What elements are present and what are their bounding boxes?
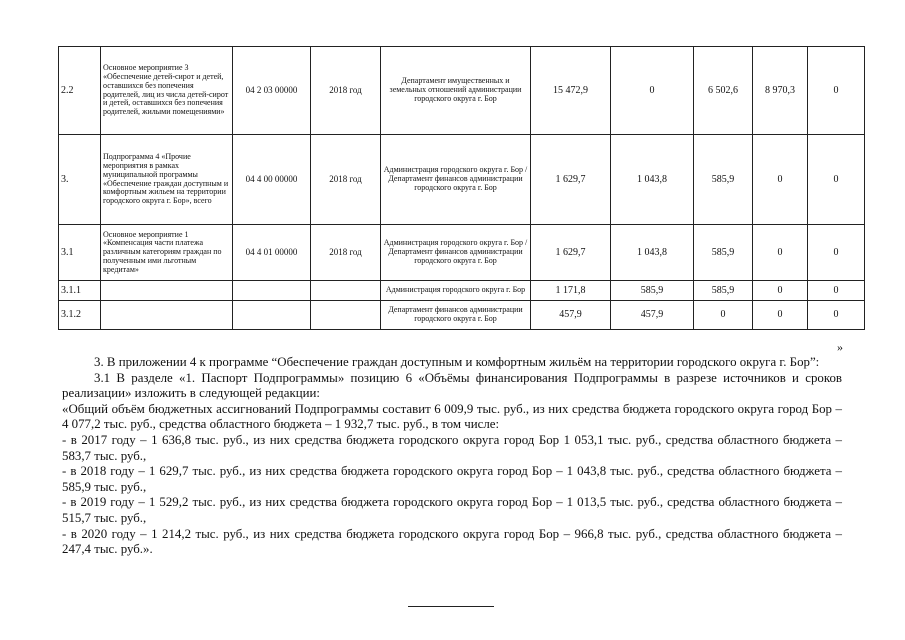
- row-federal: 8 970,3: [753, 47, 808, 135]
- row-year: [311, 281, 381, 301]
- table-closing-quote: »: [837, 340, 843, 354]
- list-item-2020: - в 2020 году – 1 214,2 тыс. руб., из них средства бюджета городского округа город Бор – 966,8 тыс. руб., средства областного бюджета – 247,4 тыс. руб.».: [62, 526, 842, 557]
- row-code: 04 4 01 00000: [233, 225, 311, 281]
- row-local: 1 043,8: [611, 225, 694, 281]
- row-executor: Департамент финансов администрации городского округа г. Бор: [381, 301, 531, 330]
- row-number: 3.: [59, 135, 101, 225]
- row-code: 04 4 00 00000: [233, 135, 311, 225]
- table-row: [59, 47, 865, 135]
- row-regional: 6 502,6: [694, 47, 753, 135]
- row-regional: 585,9: [694, 225, 753, 281]
- row-federal: 0: [753, 225, 808, 281]
- paragraph-section-3-1: 3.1 В разделе «1. Паспорт Подпрограммы» позицию 6 «Объёмы финансирования Подпрограммы в разрезе источников и сроков реализации» изложить в следующей редакции:: [62, 370, 842, 401]
- row-federal: 0: [753, 301, 808, 330]
- row-total: 1 171,8: [531, 281, 611, 301]
- row-year: 2018 год: [311, 135, 381, 225]
- row-number: 3.1.2: [59, 301, 101, 330]
- row-federal: 0: [753, 281, 808, 301]
- list-item-2017: - в 2017 году – 1 636,8 тыс. руб., из них средства бюджета городского округа город Бор 1 053,1 тыс. руб., средства областного бюджета – 583,7 тыс. руб.,: [62, 432, 842, 463]
- row-name: Подпрограмма 4 «Прочие мероприятия в рамках муниципальной программы «Обеспечение граждан доступным и комфортным жильем на территории городского округа г. Бор», всего: [101, 135, 233, 225]
- row-name: Основное мероприятие 3 «Обеспечение детей-сирот и детей, оставшихся без попечения родителей, лиц из числа детей-сирот и детей, оставшихся без попечения родителей, жилыми помещениями»: [101, 47, 233, 135]
- row-total: 15 472,9: [531, 47, 611, 135]
- row-other: 0: [808, 135, 865, 225]
- row-executor: Департамент имущественных и земельных отношений администрации городского округа г. Бор: [381, 47, 531, 135]
- row-code: [233, 301, 311, 330]
- row-total: 1 629,7: [531, 225, 611, 281]
- row-regional: 585,9: [694, 135, 753, 225]
- table-row: [59, 225, 865, 281]
- row-executor: Администрация городского округа г. Бор / Департамент финансов администрации городского округа г. Бор: [381, 225, 531, 281]
- document-body: [62, 355, 842, 558]
- list-item-2019: - в 2019 году – 1 529,2 тыс. руб., из них средства бюджета городского округа город Бор – 1 013,5 тыс. руб., средства областного бюджета – 515,7 тыс. руб.,: [62, 495, 842, 525]
- row-year: [311, 301, 381, 330]
- row-name: [101, 281, 233, 301]
- row-local: 585,9: [611, 281, 694, 301]
- row-other: 0: [808, 281, 865, 301]
- row-other: 0: [808, 301, 865, 330]
- row-executor: Администрация городского округа г. Бор / Департамент финансов администрации городского округа г. Бор: [381, 135, 531, 225]
- closing-rule: [408, 606, 494, 607]
- table-row: [59, 135, 865, 225]
- row-regional: 0: [694, 301, 753, 330]
- row-number: 2.2: [59, 47, 101, 135]
- row-local: 0: [611, 47, 694, 135]
- table-row: [59, 301, 865, 330]
- table-row: [59, 281, 865, 301]
- row-local: 1 043,8: [611, 135, 694, 225]
- row-executor: Администрация городского округа г. Бор: [381, 281, 531, 301]
- paragraph-appendix-4: 3. В приложении 4 к программе “Обеспечение граждан доступным и комфортным жильём на территории городского округа г. Бор”:: [94, 355, 820, 369]
- paragraph-total-funding: «Общий объём бюджетных ассигнований Подпрограммы составит 6 009,9 тыс. руб., из них средства бюджета городского округа город Бор – 4 077,2 тыс. руб., средства областного бюджета – 1 932,7 тыс. руб., в том числе:: [62, 401, 842, 432]
- row-regional: 585,9: [694, 281, 753, 301]
- row-federal: 0: [753, 135, 808, 225]
- list-item-2018: - в 2018 году – 1 629,7 тыс. руб., из них средства бюджета городского округа город Бор – 1 043,8 тыс. руб., средства областного бюджета – 585,9 тыс. руб.,: [62, 464, 842, 494]
- row-other: 0: [808, 225, 865, 281]
- row-name: [101, 301, 233, 330]
- row-total: 1 629,7: [531, 135, 611, 225]
- row-total: 457,9: [531, 301, 611, 330]
- row-number: 3.1.1: [59, 281, 101, 301]
- budget-table: [58, 46, 865, 330]
- row-code: 04 2 03 00000: [233, 47, 311, 135]
- row-year: 2018 год: [311, 47, 381, 135]
- row-name: Основное мероприятие 1 «Компенсация части платежа различным категориям граждан по полученным ими льготным кредитам»: [101, 225, 233, 281]
- row-other: 0: [808, 47, 865, 135]
- row-local: 457,9: [611, 301, 694, 330]
- row-number: 3.1: [59, 225, 101, 281]
- row-year: 2018 год: [311, 225, 381, 281]
- row-code: [233, 281, 311, 301]
